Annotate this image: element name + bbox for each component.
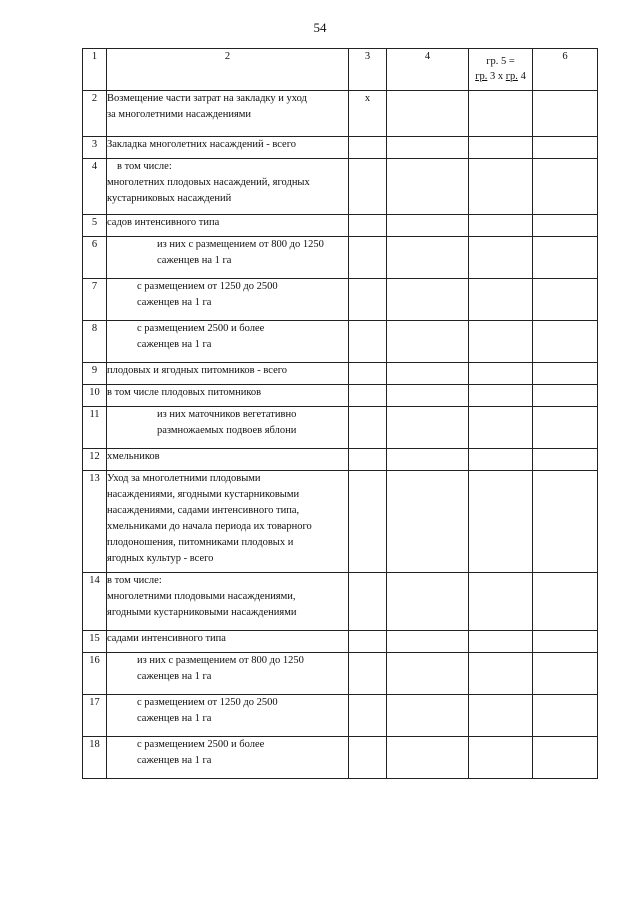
- cell-col-6[interactable]: [533, 363, 598, 385]
- row-description: [107, 159, 349, 215]
- cell-col-3[interactable]: [349, 321, 387, 363]
- description-line: плодовых и ягодных питомников - всего: [107, 365, 288, 376]
- cell-col-3[interactable]: [349, 653, 387, 695]
- cell-col-5[interactable]: [469, 695, 533, 737]
- cell-col-4[interactable]: [387, 137, 469, 159]
- description-line: в том числе:: [107, 575, 162, 586]
- description-line: в том числе:: [117, 161, 172, 172]
- cell-col-6[interactable]: [533, 215, 598, 237]
- description-line: с размещением 2500 и более: [137, 323, 265, 334]
- description-line: саженцев на 1 га: [137, 339, 212, 350]
- description-line: плодоношения, питомниками плодовых и: [107, 537, 294, 548]
- cell-col-3[interactable]: [349, 237, 387, 279]
- description-line: в том числе плодовых питомников: [107, 387, 262, 398]
- row-description: [107, 137, 349, 159]
- cell-col-3[interactable]: [349, 471, 387, 573]
- cell-col-6[interactable]: [533, 653, 598, 695]
- description-line: многолетними плодовыми насаждениями,: [107, 591, 296, 602]
- cell-col-5[interactable]: [469, 215, 533, 237]
- cell-col-4[interactable]: [387, 573, 469, 631]
- row-description: [107, 695, 349, 737]
- description-line: многолетних плодовых насаждений, ягодных: [107, 177, 310, 188]
- description-line: насаждениями, садами интенсивного типа,: [107, 505, 300, 516]
- header-col-3: 3: [349, 49, 387, 91]
- page-number: 54: [313, 20, 327, 35]
- cell-col-4[interactable]: [387, 215, 469, 237]
- cell-col-5[interactable]: [469, 471, 533, 573]
- row-description: [107, 385, 349, 407]
- table-row: [83, 631, 598, 653]
- cell-col-3[interactable]: [349, 363, 387, 385]
- cell-col-5[interactable]: [469, 449, 533, 471]
- description-line: из них маточников вегетативно: [157, 409, 297, 420]
- row-number: 11: [83, 407, 107, 449]
- description-line: с размещением от 1250 до 2500: [137, 697, 278, 708]
- cell-col-5[interactable]: [469, 363, 533, 385]
- description-line: размножаемых подвоев яблони: [157, 425, 297, 436]
- row-description: [107, 653, 349, 695]
- cell-col-5[interactable]: [469, 279, 533, 321]
- description-line: саженцев на 1 га: [137, 671, 212, 682]
- cell-col-4[interactable]: [387, 321, 469, 363]
- cell-col-3[interactable]: [349, 449, 387, 471]
- table-row: [83, 237, 598, 279]
- cell-col-3[interactable]: [349, 385, 387, 407]
- description-line: Закладка многолетних насаждений - всего: [107, 139, 296, 150]
- cell-col-4[interactable]: [387, 159, 469, 215]
- description-line: Возмещение части затрат на закладку и уход: [107, 93, 307, 104]
- table-row: [83, 695, 598, 737]
- table-row: [83, 737, 598, 779]
- cell-col-3[interactable]: [349, 573, 387, 631]
- cell-col-3[interactable]: [349, 407, 387, 449]
- cell-col-6[interactable]: [533, 695, 598, 737]
- cell-col-5[interactable]: [469, 385, 533, 407]
- row-description: [107, 471, 349, 573]
- cell-col-6[interactable]: [533, 159, 598, 215]
- cell-col-6[interactable]: [533, 573, 598, 631]
- table-row: [83, 407, 598, 449]
- header-col-5: [469, 49, 533, 91]
- cell-col-3[interactable]: [349, 737, 387, 779]
- row-description: [107, 449, 349, 471]
- cell-col-4[interactable]: [387, 279, 469, 321]
- header-col-4: 4: [387, 49, 469, 91]
- description-line: за многолетними насаждениями: [107, 109, 252, 120]
- row-number: 7: [83, 279, 107, 321]
- description-line: насаждениями, ягодными кустарниковыми: [107, 489, 300, 500]
- table-row: [83, 471, 598, 573]
- description-line: Уход за многолетними плодовыми: [107, 473, 261, 484]
- row-number: 15: [83, 631, 107, 653]
- row-number: 2: [83, 91, 107, 137]
- table-row: [83, 321, 598, 363]
- cell-col-4[interactable]: [387, 631, 469, 653]
- row-number: 14: [83, 573, 107, 631]
- cell-col-4[interactable]: [387, 363, 469, 385]
- cell-col-5[interactable]: [469, 631, 533, 653]
- cell-col-3[interactable]: х: [349, 91, 387, 137]
- cell-col-6[interactable]: [533, 449, 598, 471]
- row-description: [107, 321, 349, 363]
- description-line: с размещением 2500 и более: [137, 739, 265, 750]
- description-line: ягодными кустарниковыми насаждениями: [107, 607, 297, 618]
- row-description: [107, 573, 349, 631]
- cell-col-6[interactable]: [533, 385, 598, 407]
- row-description: [107, 407, 349, 449]
- cell-col-3[interactable]: [349, 695, 387, 737]
- cell-col-6[interactable]: [533, 407, 598, 449]
- table-row: [83, 215, 598, 237]
- cell-col-4[interactable]: [387, 385, 469, 407]
- description-line: из них с размещением от 800 до 1250: [157, 239, 324, 250]
- row-number: 9: [83, 363, 107, 385]
- cell-col-3[interactable]: [349, 159, 387, 215]
- data-table: [82, 48, 598, 779]
- cell-col-6[interactable]: [533, 321, 598, 363]
- table-row: [83, 279, 598, 321]
- row-description: [107, 215, 349, 237]
- table-row: [83, 137, 598, 159]
- table-row: [83, 385, 598, 407]
- cell-col-6[interactable]: [533, 737, 598, 779]
- table-row: [83, 91, 598, 137]
- cell-col-4[interactable]: [387, 471, 469, 573]
- cell-col-5[interactable]: [469, 91, 533, 137]
- description-line: саженцев на 1 га: [157, 255, 232, 266]
- cell-col-4[interactable]: [387, 449, 469, 471]
- row-number: 18: [83, 737, 107, 779]
- header-col-5-line2: гр. 3 х гр. 4: [475, 71, 526, 82]
- row-number: 16: [83, 653, 107, 695]
- description-line: саженцев на 1 га: [137, 297, 212, 308]
- table-row: [83, 449, 598, 471]
- cell-col-5[interactable]: [469, 737, 533, 779]
- table-row: [83, 573, 598, 631]
- cell-col-5[interactable]: [469, 573, 533, 631]
- description-line: садов интенсивного типа: [107, 217, 220, 228]
- cell-col-3[interactable]: [349, 279, 387, 321]
- row-number: 5: [83, 215, 107, 237]
- row-number: 6: [83, 237, 107, 279]
- description-line: с размещением от 1250 до 2500: [137, 281, 278, 292]
- description-line: хмельников: [107, 451, 160, 462]
- cell-col-4[interactable]: [387, 91, 469, 137]
- cell-col-6[interactable]: [533, 137, 598, 159]
- header-row: [83, 49, 598, 91]
- cell-col-5[interactable]: [469, 407, 533, 449]
- cell-col-4[interactable]: [387, 407, 469, 449]
- cell-col-3[interactable]: [349, 631, 387, 653]
- cell-col-4[interactable]: [387, 737, 469, 779]
- table-row: [83, 159, 598, 215]
- cell-col-5[interactable]: [469, 137, 533, 159]
- description-line: саженцев на 1 га: [137, 713, 212, 724]
- cell-col-6[interactable]: [533, 631, 598, 653]
- header-col-5-line1: гр. 5 =: [486, 56, 515, 67]
- row-number: 4: [83, 159, 107, 215]
- row-description: [107, 737, 349, 779]
- description-line: саженцев на 1 га: [137, 755, 212, 766]
- row-number: 10: [83, 385, 107, 407]
- row-description: [107, 363, 349, 385]
- row-number: 17: [83, 695, 107, 737]
- table-row: [83, 363, 598, 385]
- cell-col-4[interactable]: [387, 653, 469, 695]
- row-description: [107, 237, 349, 279]
- cell-col-5[interactable]: [469, 237, 533, 279]
- row-number: 13: [83, 471, 107, 573]
- cell-col-6[interactable]: [533, 279, 598, 321]
- row-description: [107, 91, 349, 137]
- cell-col-6[interactable]: [533, 471, 598, 573]
- cell-col-3[interactable]: [349, 137, 387, 159]
- description-line: ягодных культур - всего: [107, 553, 214, 564]
- row-description: [107, 279, 349, 321]
- cell-col-3[interactable]: [349, 215, 387, 237]
- table-row: [83, 653, 598, 695]
- row-description: [107, 631, 349, 653]
- description-line: садами интенсивного типа: [107, 633, 226, 644]
- cell-col-5[interactable]: [469, 159, 533, 215]
- row-number: 8: [83, 321, 107, 363]
- cell-col-4[interactable]: [387, 237, 469, 279]
- row-number: 3: [83, 137, 107, 159]
- cell-col-6[interactable]: [533, 237, 598, 279]
- cell-col-5[interactable]: [469, 653, 533, 695]
- description-line: из них с размещением от 800 до 1250: [137, 655, 304, 666]
- row-number: 12: [83, 449, 107, 471]
- header-col-1: 1: [83, 49, 107, 91]
- cell-col-5[interactable]: [469, 321, 533, 363]
- header-col-6: 6: [533, 49, 598, 91]
- description-line: хмельниками до начала периода их товарного: [107, 521, 312, 532]
- header-col-2: 2: [107, 49, 349, 91]
- description-line: кустарниковых насаждений: [107, 193, 232, 204]
- cell-col-6[interactable]: [533, 91, 598, 137]
- cell-col-4[interactable]: [387, 695, 469, 737]
